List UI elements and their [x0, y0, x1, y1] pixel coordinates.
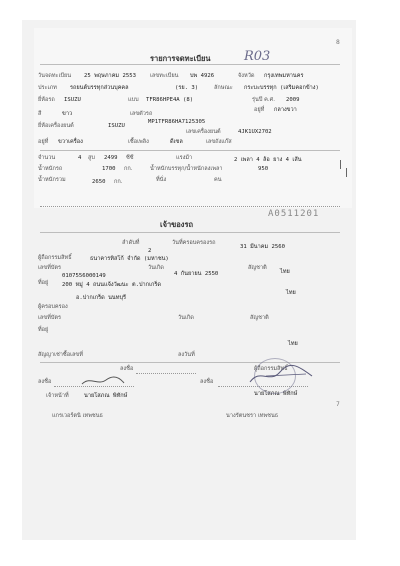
section-divider-1: [40, 150, 340, 151]
holder-id-label: เลขที่บัตร: [38, 315, 62, 321]
holder-label: ผู้ครอบครอง: [38, 304, 68, 310]
brand-value: ISUZU: [64, 97, 81, 103]
officer-name-right: นายโสภณ พิทักษ์: [254, 391, 298, 397]
color-label: สี: [38, 111, 42, 117]
engine-location-value: ขวาเครื่อง: [58, 139, 83, 145]
printed-name-left: แกรเวอร์ตนิ เทพชนธ: [52, 413, 103, 419]
vehicle-style-value: กระบะบรรทุก (เสริมคอกข้าง): [244, 85, 319, 91]
owner-seq-label: ลำดับที่: [122, 240, 140, 246]
engine-number-label: เลขเครื่องยนต์: [186, 129, 221, 135]
lessor-id-value: 0107556000149: [62, 273, 106, 279]
cylinders-value: 4: [78, 155, 82, 161]
vehicle-weight-value: 1700: [102, 166, 116, 172]
holder-address-label: ที่อยู่: [38, 327, 49, 333]
lessor-dob-label: วันเกิด: [148, 265, 164, 271]
officer-name: นายโสภณ พิทักษ์: [84, 393, 128, 399]
lessor-dob-value: 4 กันยายน 2550: [174, 271, 219, 277]
province-value: กรุงเทพมหานคร: [264, 73, 304, 79]
cylinders-unit: สูบ: [88, 155, 95, 161]
payload-label: น้ำหนักบรรทุก/น้ำหนักลงเพลา: [150, 166, 223, 172]
perforation-line: [40, 206, 340, 207]
chassis-location-value: กลางขวา: [274, 107, 297, 113]
chassis-label: เลขตัวรถ: [130, 111, 153, 117]
lessor-label: ผู้ถือกรรมสิทธิ์: [38, 255, 72, 261]
engine-brand-value: ISUZU: [108, 123, 125, 129]
margin-mark: [346, 168, 347, 177]
vehicle-type-label: ประเภท: [38, 85, 57, 91]
cylinders-label: จำนวน: [38, 155, 56, 161]
reg-date-label: วันจดทะเบียน: [38, 73, 72, 79]
vehicle-weight-label: น้ำหนักรถ: [38, 166, 63, 172]
lessor-value: ธนาคารทิสโก้ จำกัด (มหาชน): [90, 256, 169, 262]
owner-seq-value: 2: [148, 248, 152, 254]
printed-name-right: นางรัตนชรา เทพชนธ: [226, 413, 279, 419]
registration-title: รายการจดทะเบียน: [150, 54, 211, 63]
page-number: 8: [336, 39, 340, 46]
reg-date-value: 25 พฤษภาคม 2553: [84, 73, 136, 79]
engine-number-value: 4JK1UX2702: [238, 129, 272, 135]
holder-dob-label: วันเกิด: [178, 315, 194, 321]
signature-left: [80, 374, 126, 388]
handwritten-code: R03: [244, 49, 271, 64]
vehicle-style-label: ลักษณะ: [214, 85, 233, 91]
reg-no-label: เลขทะเบียน: [150, 73, 179, 79]
axles-value: 2 เพลา 4 ล้อ ยาง 4 เส้น: [234, 157, 302, 163]
displacement-value: 2499: [104, 155, 118, 161]
possession-date-label: วันที่ครอบครองรถ: [172, 240, 216, 246]
model-year-value: 2009: [286, 97, 300, 103]
page-marker: 7: [336, 401, 340, 408]
displacement-unit: ซีซี: [126, 155, 134, 161]
seats-unit: คน: [214, 177, 222, 183]
gross-weight-unit: กก.: [114, 179, 123, 185]
gross-weight-value: 2650: [92, 179, 106, 185]
seats-label: ที่นั่ง: [156, 177, 167, 183]
sign-label-right: ลงชื่อ: [200, 379, 214, 385]
province-label: จังหวัด: [238, 73, 255, 79]
lessor-id-label: เลขที่บัตร: [38, 265, 62, 271]
gas-tank-label: เลขถังแก๊ส: [206, 139, 232, 145]
lessor-nationality-value-2: ไทย: [286, 290, 296, 296]
brand-label: ยี่ห้อรถ: [38, 97, 55, 103]
lessor-nationality-label: สัญชาติ: [248, 265, 267, 271]
model-year-label: รุ่นปี ค.ศ.: [252, 97, 276, 103]
vehicle-weight-unit: กก.: [124, 166, 133, 172]
vehicle-type-value: รถยนต์บรรทุกส่วนบุคคล: [70, 85, 129, 91]
payload-value: 950: [258, 166, 269, 172]
fuel-label: เชื้อเพลิง: [128, 139, 149, 145]
officer-caption: เจ้าหน้าที่: [46, 393, 69, 399]
chassis-location-label: อยู่ที่: [254, 107, 265, 113]
model-label: แบบ: [128, 97, 139, 103]
owner-signature-caption: ผู้ถือกรรมสิทธิ์: [254, 366, 288, 372]
gross-weight-label: น้ำหนักรวม: [38, 177, 66, 183]
model-value: TFR86HPE4A (8): [146, 97, 194, 103]
possession-date-value: 31 มีนาคม 2560: [240, 244, 286, 250]
reg-no-value: บพ 4926: [190, 73, 215, 79]
engine-brand-label: ยี่ห้อเครื่องยนต์: [38, 123, 74, 129]
vehicle-class-value: (รย. 3): [175, 85, 199, 91]
owner-title-divider: [40, 232, 340, 233]
fuel-value: ดีเซล: [170, 139, 183, 145]
lessor-address-label: ที่อยู่: [38, 280, 49, 286]
chassis-value: MP1TFR86HA7125305: [148, 119, 206, 125]
holder-nationality-value: ไทย: [288, 341, 298, 347]
engine-location-label: อยู่ที่: [38, 139, 49, 145]
sign-line-owner: [136, 373, 196, 374]
lessor-nationality-value: ไทย: [280, 269, 290, 275]
hire-purchase-label: สัญญาเช่าซื้อเลขที่: [38, 352, 83, 358]
lessor-district-value: อ.ปากเกร็ด นนทบุรี: [76, 295, 126, 301]
signature-right: [246, 362, 316, 388]
owner-title: เจ้าของรถ: [160, 220, 194, 229]
margin-mark: [340, 160, 341, 169]
sign-label-left: ลงชื่อ: [38, 379, 52, 385]
horsepower-label: แรงม้า: [176, 155, 193, 161]
title-divider: [40, 64, 340, 65]
holder-nationality-label: สัญชาติ: [250, 315, 269, 321]
color-value: ขาว: [62, 111, 73, 117]
form-serial-number: A0511201: [268, 209, 320, 219]
sign-label-owner: ลงชื่อ: [120, 366, 134, 372]
hire-purchase-date-label: ลงวันที่: [178, 352, 195, 358]
lessor-address-value: 200 หมู่ 4 ถนนแจ้งวัฒนะ ต.ปากเกร็ด: [62, 282, 162, 288]
